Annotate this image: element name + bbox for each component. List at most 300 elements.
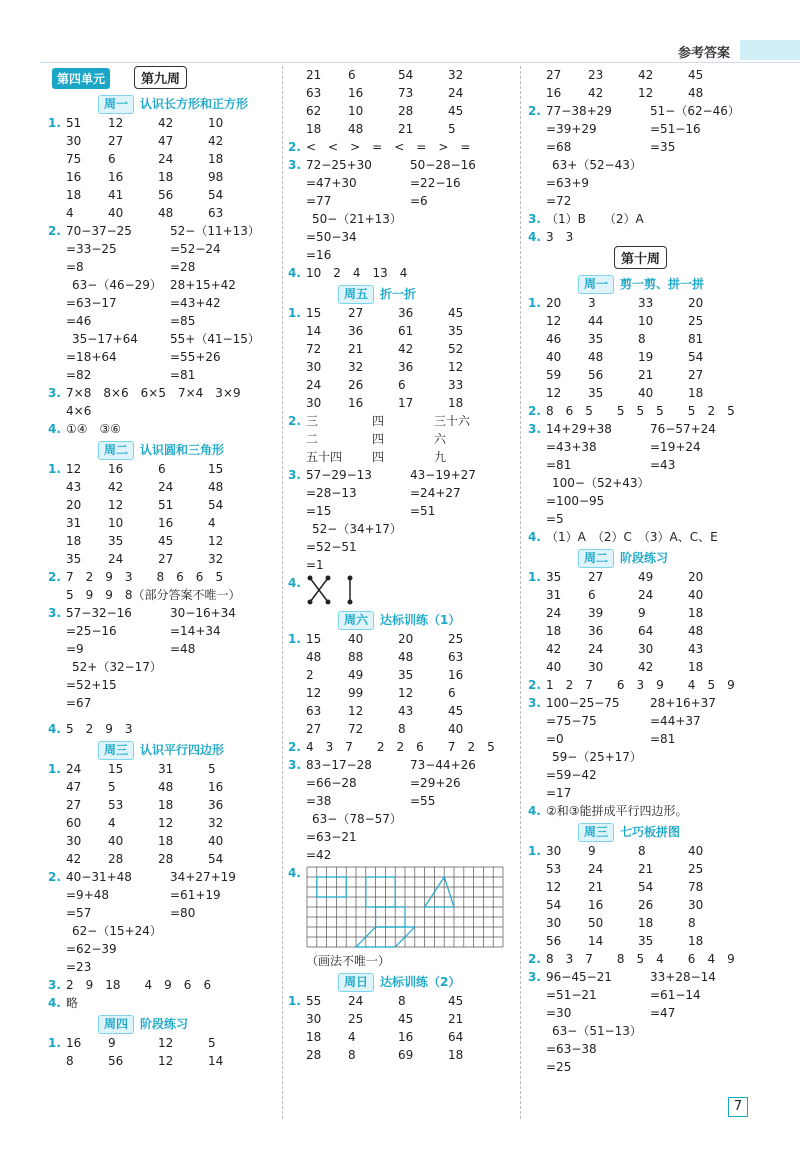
answer-cell: 56 — [108, 1054, 124, 1068]
calc-row — [288, 756, 517, 774]
answer-row — [48, 460, 277, 478]
calc-left: 63−（78−57） — [312, 812, 402, 826]
question-number: 4. — [288, 266, 301, 280]
answer-cell: 12 — [546, 880, 562, 894]
answer-cell: 36 — [348, 324, 364, 338]
page-number: 7 — [728, 1097, 748, 1117]
calc-left: =67 — [66, 696, 92, 710]
answer-row — [288, 304, 517, 322]
answer-cell: 54 — [208, 188, 224, 202]
calc-left: 35−17+64 — [72, 332, 138, 346]
answer-row — [52, 186, 277, 204]
calc-row — [292, 174, 517, 192]
calc-row — [48, 222, 277, 240]
answer-cell: 54 — [546, 898, 562, 912]
section-name: 认识圆和三角形 — [140, 443, 225, 457]
section-title — [578, 549, 668, 566]
answer-cell: 15 — [306, 632, 322, 646]
answer-row — [52, 132, 277, 150]
calc-row — [52, 676, 277, 694]
answer-cell: 九 — [434, 450, 447, 464]
answer-row — [532, 384, 757, 402]
answer-cell: 10 — [108, 516, 124, 530]
answer-cell: 63 — [448, 650, 464, 664]
answer-cell: 45 — [158, 534, 174, 548]
answer-text: 4 3 7 2 2 6 7 2 5 — [306, 740, 495, 754]
calc-left: =9 — [66, 642, 84, 656]
section-heading — [532, 546, 757, 568]
answer-cell: 10 — [208, 116, 224, 130]
answer-cell: 16 — [66, 1036, 82, 1050]
answer-cell: 21 — [348, 342, 364, 356]
answer-text: 5 9 9 8（部分答案不唯一） — [66, 588, 241, 602]
unit-label: 第四单元 — [52, 68, 110, 89]
answer-cell: 12 — [546, 314, 562, 328]
answer-cell: 48 — [158, 206, 174, 220]
calc-right: 51−（62−46） — [650, 104, 740, 118]
question-number: 2. — [48, 570, 61, 584]
matching-answer — [288, 574, 517, 608]
day-tag: 周五 — [338, 285, 374, 304]
question-number: 1. — [288, 306, 301, 320]
calc-left: =57 — [66, 906, 92, 920]
answer-cell: 27 — [108, 134, 124, 148]
answer-cell: 30 — [638, 642, 654, 656]
answer-cell: 12 — [158, 1054, 174, 1068]
calc-left: =81 — [546, 458, 572, 472]
answer-line — [528, 210, 757, 228]
calc-left: =17 — [546, 786, 572, 800]
answer-row — [292, 1028, 517, 1046]
calc-row — [532, 192, 757, 210]
section-name: 剪一剪、拼一拼 — [620, 277, 705, 291]
calc-right: =22−16 — [410, 176, 461, 190]
answer-text: ②和③能拼成平行四边形。 — [546, 804, 688, 818]
answer-cell: 28 — [158, 852, 174, 866]
answer-row — [532, 604, 757, 622]
answer-row — [52, 514, 277, 532]
answer-cell: 73 — [398, 86, 414, 100]
calc-row — [528, 694, 757, 712]
answer-cell: 40 — [108, 206, 124, 220]
answer-cell: 18 — [66, 534, 82, 548]
answer-cell: 45 — [448, 994, 464, 1008]
calc-row — [532, 730, 757, 748]
question-number: 3. — [48, 606, 61, 620]
calc-row — [52, 276, 277, 294]
calc-left: =8 — [66, 260, 84, 274]
question-number: 3. — [48, 386, 61, 400]
week-label: 第十周 — [614, 246, 667, 269]
day-tag: 周六 — [338, 611, 374, 630]
calc-row — [292, 828, 517, 846]
calc-right: =52−24 — [170, 242, 221, 256]
answer-cell: 26 — [638, 898, 654, 912]
section-name: 认识长方形和正方形 — [140, 97, 249, 111]
answer-cell: 8 — [398, 722, 406, 736]
answer-cell: 47 — [158, 134, 174, 148]
answer-row — [292, 376, 517, 394]
calc-row — [52, 622, 277, 640]
section-name: 折一折 — [380, 287, 417, 301]
calc-right: =81 — [650, 732, 676, 746]
calc-left: =100−95 — [546, 494, 605, 508]
answer-cell: 18 — [448, 1048, 464, 1062]
answer-cell: 72 — [348, 722, 364, 736]
question-number: 1. — [528, 296, 541, 310]
answer-row — [52, 796, 277, 814]
answer-cell: 36 — [398, 306, 414, 320]
calc-right: =80 — [170, 906, 196, 920]
answer-row — [292, 1010, 517, 1028]
answer-cell: 35 — [108, 534, 124, 548]
calc-row — [528, 420, 757, 438]
calc-left: 52−（34+17） — [312, 522, 402, 536]
question-number: 1. — [48, 116, 61, 130]
calc-row — [532, 766, 757, 784]
section-title — [578, 275, 704, 292]
question-number: 2. — [288, 740, 301, 754]
answer-cell: 35 — [638, 934, 654, 948]
calc-right: 52−（11+13） — [170, 224, 260, 238]
answer-row — [292, 1046, 517, 1064]
answer-cell: 36 — [588, 624, 604, 638]
answer-row — [288, 412, 517, 430]
calc-left: 50−（21+13） — [312, 212, 402, 226]
calc-row — [292, 774, 517, 792]
answer-cell: 20 — [398, 632, 414, 646]
answer-cell: 32 — [348, 360, 364, 374]
answer-row — [52, 550, 277, 568]
answer-cell: 9 — [108, 1036, 116, 1050]
column-divider — [282, 66, 283, 1119]
answer-cell: 5 — [208, 762, 216, 776]
answer-cell: 63 — [306, 86, 322, 100]
calc-left: =25−16 — [66, 624, 117, 638]
calc-right: =24+27 — [410, 486, 461, 500]
match-dot — [308, 576, 313, 581]
triangle-shape — [425, 877, 454, 907]
answer-cell: 49 — [638, 570, 654, 584]
answer-cell: 16 — [108, 170, 124, 184]
answer-cell: 六 — [434, 432, 447, 446]
answer-cell: 42 — [208, 134, 224, 148]
question-number: 1. — [48, 462, 61, 476]
calc-row — [292, 246, 517, 264]
answer-row — [52, 204, 277, 222]
calc-left: =18+64 — [66, 350, 117, 364]
question-number: 4. — [288, 866, 301, 880]
section-heading — [532, 272, 757, 294]
calc-left: 52+（32−17） — [72, 660, 162, 674]
calc-right: 33+28−14 — [650, 970, 716, 984]
answer-text: 5 2 9 3 — [66, 722, 133, 736]
answer-row — [532, 622, 757, 640]
question-number: 1. — [288, 994, 301, 1008]
calc-row — [532, 174, 757, 192]
answer-cell: 42 — [546, 642, 562, 656]
answer-cell: 12 — [398, 686, 414, 700]
answer-row — [52, 850, 277, 868]
calc-left: =52−51 — [306, 540, 357, 554]
answer-cell: 25 — [688, 862, 704, 876]
day-tag: 周二 — [98, 441, 134, 460]
calc-row — [292, 228, 517, 246]
answer-row — [292, 394, 517, 412]
answer-row — [292, 340, 517, 358]
section-name: 七巧板拼图 — [620, 825, 681, 839]
calc-row — [292, 792, 517, 810]
answer-row — [532, 640, 757, 658]
calc-right: =61+19 — [170, 888, 221, 902]
question-number: 3. — [288, 158, 301, 172]
match-dot — [326, 576, 331, 581]
calc-left: 77−38+29 — [546, 104, 612, 118]
calc-row — [52, 348, 277, 366]
calc-left: 63−（46−29） — [72, 278, 162, 292]
calc-right: 34+27+19 — [170, 870, 236, 884]
question-number: 4. — [288, 576, 301, 590]
answer-cell: 48 — [158, 780, 174, 794]
answer-cell: 45 — [448, 704, 464, 718]
answer-cell: 4 — [108, 816, 116, 830]
answer-cell: 9 — [638, 606, 646, 620]
answer-cell: 25 — [348, 1012, 364, 1026]
section-title — [338, 285, 416, 302]
section-title — [338, 611, 460, 628]
answer-cell: 42 — [638, 68, 654, 82]
calc-row — [52, 922, 277, 940]
answer-row — [52, 150, 277, 168]
answer-cell: 27 — [546, 68, 562, 82]
question-number: 2. — [288, 140, 301, 154]
question-number: 1. — [528, 570, 541, 584]
calc-row — [532, 1058, 757, 1076]
calc-left: =50−34 — [306, 230, 357, 244]
answer-cell: 24 — [108, 552, 124, 566]
question-number: 1. — [48, 1036, 61, 1050]
section-heading — [52, 738, 277, 760]
calc-left: =28−13 — [306, 486, 357, 500]
answer-cell: 54 — [208, 852, 224, 866]
question-number: 3. — [48, 978, 61, 992]
answer-cell: 24 — [638, 588, 654, 602]
calc-left: 63+（52−43） — [552, 158, 642, 172]
answer-cell: 16 — [208, 780, 224, 794]
calc-left: =63−21 — [306, 830, 357, 844]
answer-cell: 25 — [688, 314, 704, 328]
section-heading — [52, 92, 277, 114]
answer-text: 10 2 4 13 4 — [306, 266, 408, 280]
answer-line — [528, 228, 757, 246]
answer-row — [52, 496, 277, 514]
section-heading — [292, 608, 517, 630]
answer-cell: 31 — [158, 762, 174, 776]
answer-cell: 2 — [306, 668, 314, 682]
answer-row — [532, 658, 757, 676]
answer-cell: 6 — [158, 462, 166, 476]
calc-row — [52, 640, 277, 658]
calc-row — [52, 658, 277, 676]
answer-cell: 18 — [688, 386, 704, 400]
answer-cell: 30 — [306, 360, 322, 374]
answer-cell: 59 — [546, 368, 562, 382]
answer-cell: 45 — [688, 68, 704, 82]
answer-row — [48, 114, 277, 132]
answer-cell: 27 — [306, 722, 322, 736]
answer-cell: 41 — [108, 188, 124, 202]
answer-line — [288, 264, 517, 282]
calc-left: 40−31+48 — [66, 870, 132, 884]
answer-row — [532, 366, 757, 384]
match-dot — [348, 576, 353, 581]
answer-cell: 40 — [108, 834, 124, 848]
answer-cell: 16 — [348, 396, 364, 410]
calc-right: 76−57+24 — [650, 422, 716, 436]
answer-cell: 24 — [66, 762, 82, 776]
question-number: 2. — [288, 414, 301, 428]
calc-row — [48, 604, 277, 622]
answer-cell: 33 — [448, 378, 464, 392]
question-number: 2. — [528, 952, 541, 966]
answer-cell: 60 — [66, 816, 82, 830]
answer-row — [292, 120, 517, 138]
answer-row — [292, 84, 517, 102]
answer-cell: 16 — [108, 462, 124, 476]
answer-cell: 12 — [158, 816, 174, 830]
answer-row — [532, 348, 757, 366]
answer-cell: 45 — [448, 104, 464, 118]
calc-left: 72−25+30 — [306, 158, 372, 172]
answer-row — [48, 1034, 277, 1052]
day-tag: 周日 — [338, 973, 374, 992]
section-heading — [292, 970, 517, 992]
answer-cell: 15 — [306, 306, 322, 320]
section-heading — [292, 282, 517, 304]
calc-row — [528, 968, 757, 986]
answer-cell: 24 — [588, 862, 604, 876]
answer-cell: 44 — [588, 314, 604, 328]
answer-cell: 48 — [588, 350, 604, 364]
answer-cell: 35 — [448, 324, 464, 338]
calc-left: =42 — [306, 848, 332, 862]
answer-line — [288, 138, 517, 156]
calc-left: =9+48 — [66, 888, 110, 902]
answer-row — [292, 684, 517, 702]
calc-row — [52, 240, 277, 258]
day-tag: 周三 — [98, 741, 134, 760]
section-heading — [52, 438, 277, 460]
answer-cell: 33 — [638, 296, 654, 310]
calc-right: =61−14 — [650, 988, 701, 1002]
answer-cell: 三 — [306, 414, 319, 428]
calc-row — [292, 520, 517, 538]
section-name: 认识平行四边形 — [140, 743, 225, 757]
question-number: 3. — [528, 696, 541, 710]
answer-row — [52, 1052, 277, 1070]
answer-cell: 12 — [546, 386, 562, 400]
answer-cell: 40 — [208, 834, 224, 848]
answer-row — [292, 66, 517, 84]
calc-left: =0 — [546, 732, 564, 746]
answer-line — [528, 402, 757, 420]
calc-row — [528, 102, 757, 120]
answer-cell: 75 — [66, 152, 82, 166]
answer-cell: 31 — [546, 588, 562, 602]
answer-cell: 56 — [158, 188, 174, 202]
calc-row — [52, 940, 277, 958]
calc-left: =63−38 — [546, 1042, 597, 1056]
question-number: 4. — [528, 804, 541, 818]
answer-cell: 8 — [638, 844, 646, 858]
answer-cell: 30 — [306, 396, 322, 410]
answer-cell: 30 — [66, 834, 82, 848]
calc-row — [532, 156, 757, 174]
calc-left: 57−32−16 — [66, 606, 132, 620]
answer-row — [292, 648, 517, 666]
answer-row — [532, 330, 757, 348]
question-number: 4. — [528, 530, 541, 544]
answer-cell: 30 — [546, 916, 562, 930]
answer-cell: 20 — [688, 296, 704, 310]
calc-left: =15 — [306, 504, 332, 518]
calc-row — [532, 1004, 757, 1022]
answer-row — [532, 932, 757, 950]
calc-right: =55 — [410, 794, 436, 808]
answer-text: （1）A （2）C （3）A、C、E — [546, 530, 718, 544]
answer-text: 4×6 — [66, 404, 92, 418]
calc-row — [52, 694, 277, 712]
answer-cell: 21 — [638, 862, 654, 876]
answer-line — [48, 720, 277, 738]
question-number: 3. — [528, 212, 541, 226]
calc-right: 73−44+26 — [410, 758, 476, 772]
answer-cell: 4 — [66, 206, 74, 220]
column-divider — [520, 66, 521, 1119]
calc-left: 70−37−25 — [66, 224, 132, 238]
calc-right: =47 — [650, 1006, 676, 1020]
section-name: 阶段练习 — [620, 551, 669, 565]
calc-row — [532, 492, 757, 510]
answer-cell: 14 — [306, 324, 322, 338]
calc-left: =63+9 — [546, 176, 590, 190]
calc-right: =43+42 — [170, 296, 221, 310]
answer-cell: 43 — [398, 704, 414, 718]
calc-row — [532, 784, 757, 802]
calc-left: =47+30 — [306, 176, 357, 190]
answer-cell: 三十六 — [434, 414, 471, 428]
calc-row — [52, 958, 277, 976]
answer-cell: 26 — [348, 378, 364, 392]
calc-right: =44+37 — [650, 714, 701, 728]
answer-cell: 53 — [108, 798, 124, 812]
answer-cell: 45 — [398, 1012, 414, 1026]
answer-cell: 51 — [66, 116, 82, 130]
calc-left: 63−（51−13） — [552, 1024, 642, 1038]
calc-row — [292, 210, 517, 228]
calc-left: =43+38 — [546, 440, 597, 454]
answer-cell: 48 — [398, 650, 414, 664]
calc-row — [532, 120, 757, 138]
answer-line — [48, 976, 277, 994]
calc-right: =29+26 — [410, 776, 461, 790]
calc-left: =30 — [546, 1006, 572, 1020]
calc-row — [52, 312, 277, 330]
calc-left: =77 — [306, 194, 332, 208]
answer-cell: 48 — [208, 480, 224, 494]
section-title — [338, 973, 460, 990]
answer-cell: 99 — [348, 686, 364, 700]
